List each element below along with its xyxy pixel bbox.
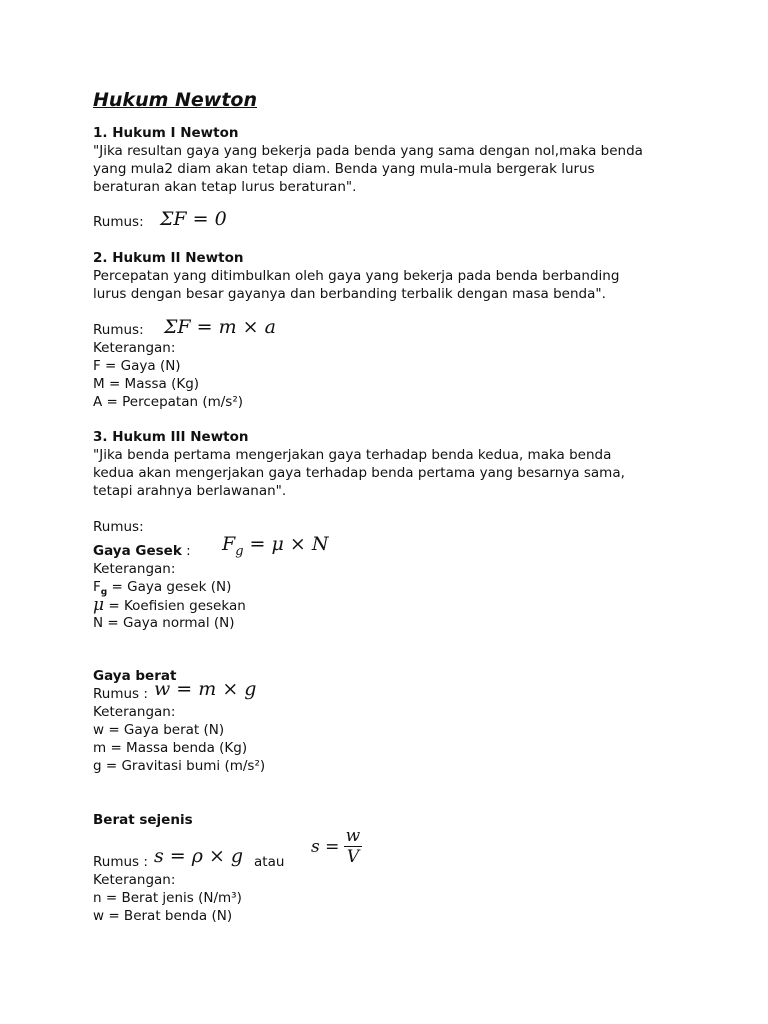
paragraph-line: tetapi arahnya berlawanan". — [93, 483, 287, 499]
formula-gaya-gesek — [222, 535, 329, 561]
formula-berat-sejenis: s = ρ × g — [154, 845, 244, 867]
section-hukum-3 — [93, 428, 693, 500]
keterangan-item: w = Berat benda (N) — [93, 908, 233, 924]
gaya-gesek-label — [93, 542, 693, 560]
rumus-label: Rumus: — [93, 519, 144, 535]
gaya-gesek-colon: : — [181, 543, 191, 559]
paragraph-line: "Jika resultan gaya yang bekerja pada benda yang sama dengan nol,maka benda — [93, 143, 643, 159]
paragraph-line: beraturan akan tetap lurus beraturan". — [93, 179, 357, 195]
keterangan-item — [93, 596, 693, 614]
formula-hukum-2: ΣF = m × a — [164, 316, 276, 338]
keterangan-label: Keterangan: — [93, 704, 176, 720]
rumus-label: Rumus: — [93, 322, 144, 338]
paragraph-line: kedua akan mengerjakan gaya terhadap benda pertama yang besarnya sama, — [93, 465, 625, 481]
keterangan-item: n = Berat jenis (N/m³) — [93, 890, 242, 906]
page-title: Hukum Newton — [93, 89, 258, 111]
formula-gaya-berat: w = m × g — [154, 678, 257, 700]
fraction-lhs: s = — [311, 836, 340, 857]
formula-rest: = μ × N — [243, 533, 329, 555]
keterangan-item: m = Massa benda (Kg) — [93, 740, 248, 756]
section-heading: 2. Hukum II Newton — [93, 250, 244, 266]
ket-f: F — [93, 579, 101, 595]
rumus-label: Rumus : — [93, 686, 148, 702]
section-heading: Berat sejenis — [93, 812, 193, 828]
paragraph-line: Percepatan yang ditimbulkan oleh gaya yang bekerja pada benda berbanding — [93, 268, 620, 284]
section-berat-sejenis — [93, 811, 693, 829]
formula-fraction — [311, 826, 362, 867]
formula-f: F — [222, 533, 236, 555]
fraction-numerator: w — [345, 826, 361, 846]
keterangan-gaya-gesek — [93, 560, 693, 632]
fraction-denominator: V — [346, 847, 360, 867]
keterangan-label: Keterangan: — [93, 872, 176, 888]
keterangan-item: A = Percepatan (m/s²) — [93, 394, 244, 410]
formula-hukum-1: ΣF = 0 — [160, 208, 227, 230]
paragraph-line: "Jika benda pertama mengerjakan gaya terhadap benda kedua, maka benda — [93, 447, 612, 463]
fraction — [344, 826, 363, 867]
atau-text: atau — [254, 854, 285, 870]
keterangan-item: F = Gaya (N) — [93, 358, 181, 374]
ket-f-rest: = Gaya gesek (N) — [107, 579, 232, 595]
section-heading: Gaya berat — [93, 668, 177, 684]
keterangan-item: g = Gravitasi bumi (m/s²) — [93, 758, 266, 774]
ket-f-subscript: g — [100, 587, 108, 598]
keterangan-berat-sejenis — [93, 871, 693, 925]
keterangan-item: M = Massa (Kg) — [93, 376, 200, 392]
paragraph-line: yang mula2 diam akan tetap diam. Benda yang mula-mula bergerak lurus — [93, 161, 595, 177]
paragraph-line: lurus dengan besar gayanya dan berbanding terbalik dengan masa benda". — [93, 286, 606, 302]
section-heading: 1. Hukum I Newton — [93, 125, 239, 141]
formula-f-subscript: g — [235, 543, 244, 559]
ket-mu-rest: = Koefisien gesekan — [104, 598, 246, 614]
section-hukum-2 — [93, 249, 693, 303]
keterangan-hukum-2 — [93, 339, 693, 411]
mu-symbol: μ — [93, 595, 105, 615]
keterangan-item — [93, 578, 693, 596]
section-hukum-1 — [93, 124, 693, 196]
rumus-label: Rumus: — [93, 214, 144, 230]
gaya-gesek-heading: Gaya Gesek — [93, 543, 182, 559]
rumus-label: Rumus : — [93, 854, 148, 870]
keterangan-item: N = Gaya normal (N) — [93, 615, 235, 631]
keterangan-label: Keterangan: — [93, 340, 176, 356]
keterangan-item: w = Gaya berat (N) — [93, 722, 225, 738]
keterangan-label: Keterangan: — [93, 561, 176, 577]
section-heading: 3. Hukum III Newton — [93, 429, 249, 445]
